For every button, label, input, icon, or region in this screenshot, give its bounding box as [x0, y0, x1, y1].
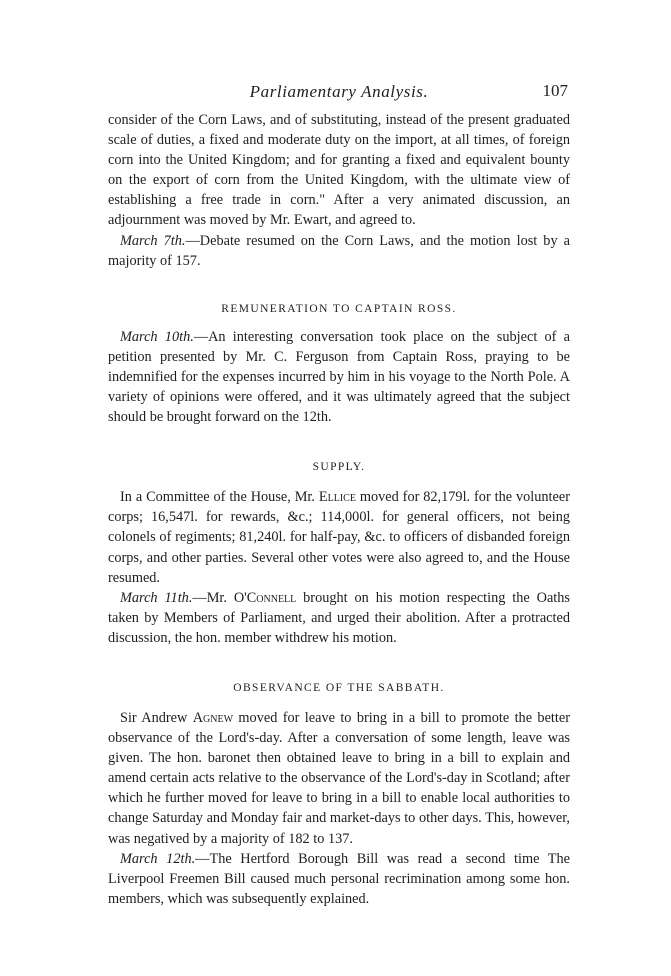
paragraph-text: —An interesting conversation took place on the subject of a petition presented by Mr. C. Ferguson from Captain Ross, praying to be indemnified for the expenses incurred by him in his voyage to the North Pole. A variety of opinions were offered, and it was ultimately agreed that the subject should be brought forward on the 12th.	[108, 328, 570, 426]
paragraph-text: Sir Andrew	[120, 709, 193, 726]
section-heading-supply: SUPPLY.	[312, 461, 366, 474]
paragraph-text: In a Committee of the House, Mr.	[120, 489, 319, 506]
paragraph	[108, 327, 570, 427]
date-label: March 11th.	[120, 589, 193, 606]
section-corn-laws	[108, 110, 570, 271]
date-label: March 10th.	[120, 328, 194, 345]
date-label: March 12th.	[120, 850, 196, 867]
book-page	[108, 78, 570, 958]
member-name: Ellice	[318, 489, 356, 506]
paragraph-text: moved for leave to bring in a bill to promote the better observance of the Lord's-day. After a conversation of some length, leave was given. The hon. baronet then obtained leave to bring in a bill to explain and amend certain acts relative to the observance of the Lord's-day in Scotland; after which he further moved for leave to bring in a bill to enable local authorities to change Saturday and Monday fair and market-days to other days. This, however, was negatived by a majority of 182 to 137.	[108, 709, 570, 847]
paragraph-text: —Mr.	[192, 589, 234, 606]
section-remuneration	[108, 327, 570, 427]
running-title: Parliamentary Analysis.	[249, 82, 429, 101]
running-head	[108, 78, 570, 110]
section-heading-sabbath: OBSERVANCE OF THE SABBATH.	[233, 681, 445, 694]
paragraph	[108, 849, 570, 909]
paragraph	[108, 110, 570, 231]
member-name: Agnew	[192, 709, 234, 726]
member-name: O'Connell	[233, 589, 297, 606]
paragraph-text: —The Hertford Borough Bill was read a second time The Liverpool Freemen Bill caused much personal recrimination among some hon. members, which was subsequently explained.	[108, 850, 570, 907]
section-supply	[108, 487, 570, 648]
paragraph	[108, 588, 570, 648]
paragraph	[108, 708, 570, 849]
paragraph	[108, 231, 570, 271]
paragraph	[108, 487, 570, 587]
paragraph-text: consider of the Corn Laws, and of substituting, instead of the present graduated scale of duties, a fixed and moderate duty on the import, at all times, of foreign corn into the United Kingdom; and for granting a fixed and equivalent bounty on the export of corn from the United Kingdom, with the ultimate view of establishing a free trade in corn." After a very animated discussion, an adjournment was moved by Mr. Ewart, and agreed to.	[108, 112, 570, 229]
paragraph-text: moved for 82,179l. for the volunteer corps; 16,547l. for rewards, &c.; 114,000l. for general officers, not being colonels of regiments; 81,240l. for half-pay, &c. to officers of disbanded foreign corps, and other parties. Several other votes were also agreed to, and the House resumed.	[108, 489, 570, 586]
paragraph-text: brought on his motion respecting the Oaths taken by Members of Parliament, and urged their abolition. After a protracted discussion, the hon. member withdrew his motion.	[108, 589, 570, 646]
date-label: March 7th.	[120, 232, 186, 249]
page-number: 107	[542, 81, 568, 100]
section-sabbath	[108, 708, 570, 909]
paragraph-text: —Debate resumed on the Corn Laws, and the motion lost by a majority of 157.	[108, 232, 570, 269]
section-heading-remuneration: REMUNERATION TO CAPTAIN ROSS.	[221, 302, 457, 315]
